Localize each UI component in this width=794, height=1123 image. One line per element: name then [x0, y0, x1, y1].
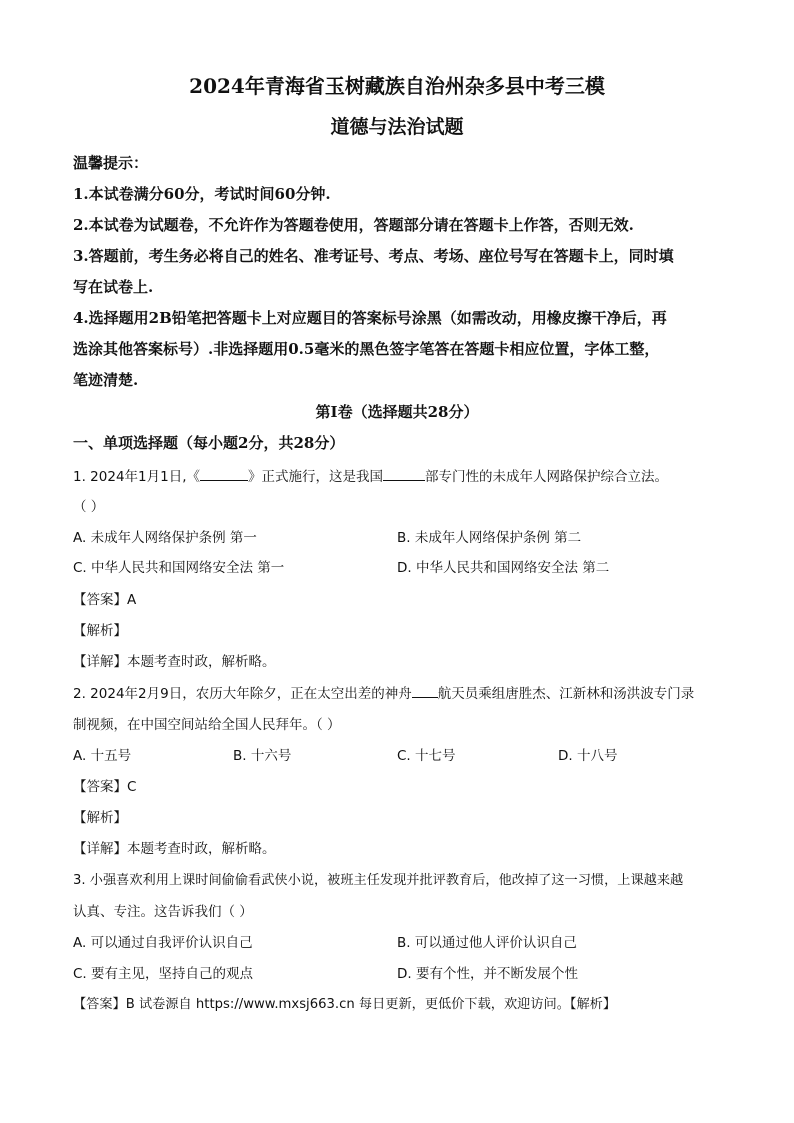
question-1-text [73, 465, 668, 485]
question-2-option-c: C. 十七号 [397, 748, 456, 764]
question-3-text-line2: 认真、专注。这告诉我们（ ） [73, 904, 253, 920]
question-1-answer: 【答案】A [73, 592, 137, 608]
notice-item-2: 2.本试卷为试题卷，不允许作为答题卷使用，答题部分请在答题卡上作答，否则无效. [73, 216, 634, 234]
notice-heading: 温馨提示： [73, 154, 149, 172]
question-1-option-a: A. 未成年人网络保护条例 第一 [73, 530, 257, 546]
question-2-text-a: 2. 2024年2月9日，农历大年除夕，正在太空出差的神舟 [73, 686, 412, 702]
question-1-text-a: 1. 2024年1月1日,《 [73, 469, 200, 485]
question-2-text-b: 航天员乘组唐胜杰、江新林和汤洪波专门录 [437, 686, 695, 702]
question-2-option-d: D. 十八号 [558, 748, 618, 764]
notice-item-1: 1.本试卷满分60分，考试时间60分钟. [73, 185, 331, 203]
question-2-option-a: A. 十五号 [73, 748, 132, 764]
question-3-option-b: B. 可以通过他人评价认识自己 [397, 935, 577, 951]
question-2-analysis: 【解析】 [73, 810, 127, 826]
section-title: 第Ⅰ卷（选择题共28分） [315, 403, 479, 421]
question-2-text [73, 682, 694, 702]
exam-subtitle: 道德与法治试题 [330, 116, 464, 138]
question-2-text-line2: 制视频，在中国空间站给全国人民拜年。（ ） [73, 717, 341, 733]
question-1-text-b: 》正式施行，这是我国 [248, 469, 383, 485]
question-3-option-c: C. 要有主见，坚持自己的观点 [73, 966, 254, 982]
question-2-answer: 【答案】C [73, 779, 137, 795]
question-1-option-d: D. 中华人民共和国网络安全法 第二 [397, 560, 610, 576]
question-3-answer-line: 【答案】B 试卷源自 https://www.mxsj663.cn 每日更新，更低价下载，欢迎访问。【解析】 [73, 997, 617, 1012]
question-1-detail: 【详解】本题考查时政，解析略。 [73, 654, 276, 670]
question-2-option-b: B. 十六号 [233, 748, 292, 764]
question-1-option-b: B. 未成年人网络保护条例 第二 [397, 530, 582, 546]
notice-item-3: 3.答题前，考生务必将自己的姓名、准考证号、考点、考场、座位号写在答题卡上，同时填 [73, 247, 674, 265]
notice-item-3-cont: 写在试卷上. [73, 278, 154, 296]
blank-line [412, 685, 438, 698]
question-3-option-a: A. 可以通过自我评价认识自己 [73, 935, 253, 951]
question-1-paren: （ ） [73, 499, 105, 515]
blank-line [200, 468, 248, 481]
part-title: 一、单项选择题（每小题2分，共28分） [73, 434, 345, 452]
notice-item-4-cont: 选涂其他答案标号）.非选择题用0.5毫米的黑色签字笔答在答题卡相应位置，字体工整， [73, 340, 660, 358]
question-2-detail: 【详解】本题考查时政，解析略。 [73, 841, 276, 857]
question-1-analysis: 【解析】 [73, 623, 127, 639]
question-1-text-c: 部专门性的未成年人网路保护综合立法。 [425, 469, 668, 485]
notice-item-4: 4.选择题用2B铅笔把答题卡上对应题目的答案标号涂黑（如需改动，用橡皮擦干净后，再 [73, 309, 667, 327]
blank-line [383, 468, 425, 481]
exam-title: 2024年青海省玉树藏族自治州杂多县中考三模 [189, 74, 605, 98]
question-1-option-c: C. 中华人民共和国网络安全法 第一 [73, 560, 285, 576]
notice-item-4-cont2: 笔迹清楚. [73, 371, 139, 389]
question-3-text: 3. 小强喜欢利用上课时间偷偷看武侠小说，被班主任发现并批评教育后，他改掉了这一习惯，上课越来越 [73, 873, 684, 888]
question-3-option-d: D. 要有个性，并不断发展个性 [397, 966, 578, 982]
